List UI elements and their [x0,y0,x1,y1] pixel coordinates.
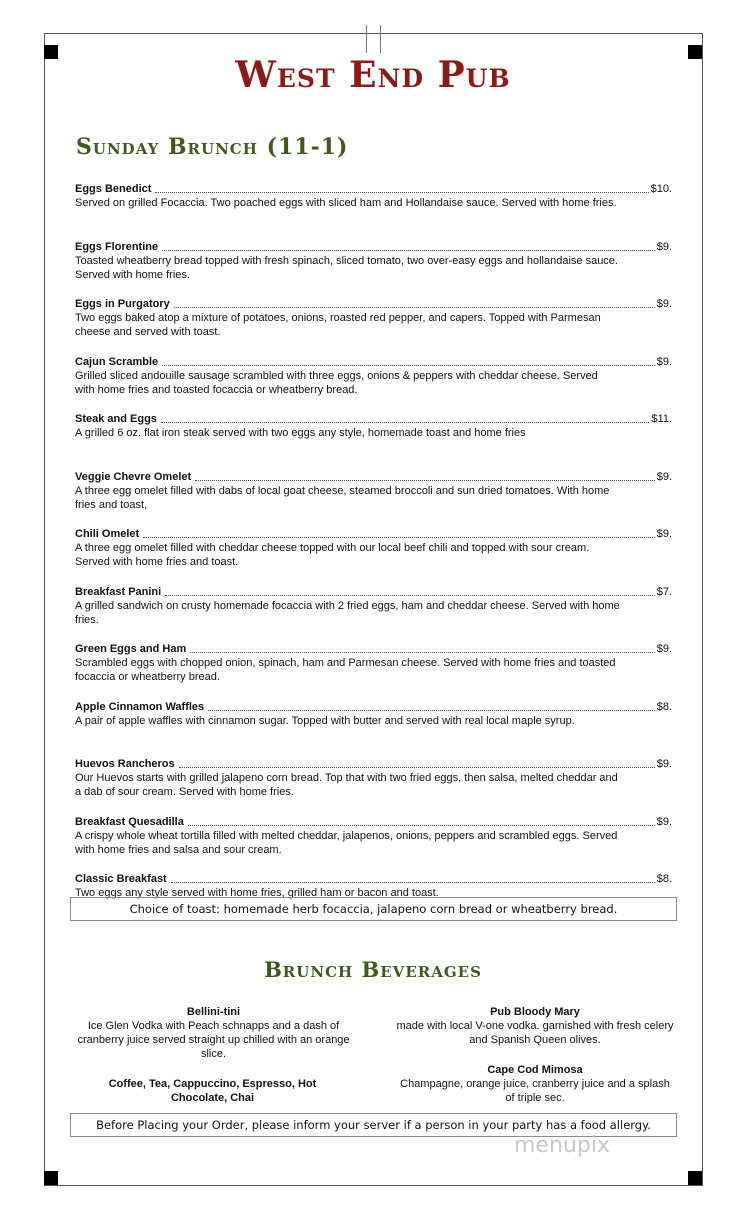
beverages-section-title: Brunch Beverages [264,957,482,982]
menu-item [75,240,672,298]
beverage-name: Bellini-tini [186,1006,241,1018]
menu-item-description: Served on grilled Focaccia. Two poached eggs with sliced ham and Hollandaise sauce. Served with home fries. [75,197,617,209]
menu-item-header [75,527,672,541]
menu-item-header [75,297,672,311]
dot-leader [190,652,654,653]
frame-left-line [44,33,45,1185]
beverage-bloody-mary [395,1005,675,1047]
menu-item-name: Eggs in Purgatory [75,298,170,310]
menu-item-header [75,642,672,656]
dot-leader [165,595,655,596]
menu-item-header [75,757,672,771]
menu-item-description: Grilled sliced andouille sausage scrambled with three eggs, onions & peppers with cheddar cheese. Served with home fries and toasted focaccia or wheatberry bread. [75,369,598,396]
menu-item-description: A pair of apple waffles with cinnamon sugar. Topped with butter and served with real local maple syrup. [75,714,575,727]
allergy-note: Before Placing your Order, please inform your server if a person in your party has a food allergy. [70,1113,677,1137]
menu-item [75,355,672,413]
toast-choice-note: Choice of toast: homemade herb focaccia, jalapeno corn bread or wheatberry bread. [70,897,677,921]
menu-item-price: $8. [656,873,672,885]
dot-leader [174,307,655,308]
menu-item-name: Eggs Florentine [75,240,159,253]
beverage-description: Champagne, orange juice, cranberry juice and a splash of triple sec. [400,1078,670,1104]
dot-leader [162,365,655,366]
menu-item-price: $9. [656,815,672,828]
corner-mark-bottom-left [44,1171,58,1185]
menu-item-price: $9. [656,528,672,540]
menu-item-name: Classic Breakfast [75,873,167,885]
menu-item [75,815,672,873]
menu-item-header [75,815,672,829]
menu-item-header [75,412,672,426]
menu-item-description: Our Huevos starts with grilled jalapeno corn bread. Top that with two fried eggs, then salsa, melted cheddar and a dab of sour cream. Served with home fries. [75,772,618,798]
menu-item-name: Steak and Eggs [75,413,157,425]
beverage-coffee [90,1077,335,1105]
menu-item-description: Two eggs baked atop a mixture of potatoes, onions, roasted red pepper, and capers. Topped with Parmesan cheese and served with toast. [75,312,601,338]
menu-item [75,412,672,470]
beverage-bellini [76,1005,351,1061]
dot-leader [143,537,655,538]
menu-item-header [75,182,672,196]
menu-item-name: Apple Cinnamon Waffles [75,700,205,713]
menu-item-price: $10. [650,183,672,195]
menu-item [75,470,672,528]
dot-leader [155,192,648,193]
menu-item-description: A three egg omelet filled with cheddar cheese topped with our local beef chili and topped with sour cream. Served with home fries and toast. [75,542,590,568]
menu-item [75,527,672,585]
menu-item-name: Green Eggs and Ham [75,643,187,655]
menu-item [75,700,672,758]
menu-item-price: $9. [656,643,672,655]
beverage-name: Coffee, Tea, Cappuccino, Espresso, Hot Chocolate, Chai [108,1078,317,1104]
menu-item [75,585,672,643]
menu-item-header [75,700,672,714]
frame-top-line [44,33,703,34]
menu-item [75,757,672,815]
menu-item-header [75,355,672,369]
beverage-name: Pub Bloody Mary [490,1006,580,1018]
menu-item-name: Eggs Benedict [75,183,152,195]
beverage-mimosa [395,1063,675,1105]
menu-item-header [75,240,672,254]
menu-item-description: Two eggs any style served with home fries, grilled ham or bacon and toast. [75,887,439,899]
fold-mark-right [380,25,381,53]
fold-mark-left [366,25,367,53]
beverage-description: made with local V-one vodka. garnished with fresh celery and Spanish Queen olives. [396,1020,674,1046]
dot-leader [171,882,655,883]
menu-item-description: A grilled 6 oz. flat iron steak served with two eggs any style, homemade toast and home fries [75,427,526,439]
brunch-menu-list [75,182,672,930]
menu-item-description: Scrambled eggs with chopped onion, spinach, ham and Parmesan cheese. Served with home fries and toasted focaccia or wheatberry bread. [75,657,616,683]
watermark: menupix [514,1133,610,1158]
dot-leader [188,825,655,826]
menu-item-header [75,872,672,886]
dot-leader [208,710,655,711]
menu-item-price: $8. [656,700,672,713]
menu-item-price: $9. [656,355,672,368]
menu-item-name: Huevos Rancheros [75,758,175,770]
menu-item-price: $9. [656,758,672,770]
restaurant-title: West End Pub [235,54,511,96]
menu-item-description: A grilled sandwich on crusty homemade focaccia with 2 fried eggs, ham and cheddar cheese. Served with home fries. [75,599,620,626]
frame-right-line [702,33,703,1185]
menu-item [75,642,672,700]
dot-leader [195,480,655,481]
beverage-name: Cape Cod Mimosa [487,1064,583,1076]
menu-item [75,297,672,355]
menu-item-header [75,585,672,599]
beverage-description: Ice Glen Vodka with Peach schnapps and a dash of cranberry juice served straight up chilled with an orange slice. [77,1020,350,1060]
menu-item-price: $9. [656,240,672,253]
dot-leader [162,250,655,251]
dot-leader [161,422,649,423]
menu-item-price: $7. [656,585,672,598]
menu-item-price: $9. [656,470,672,483]
brunch-section-title: Sunday Brunch (11-1) [76,134,349,160]
menu-item-description: Toasted wheatberry bread topped with fresh spinach, sliced tomato, two over-easy eggs and hollandaise sauce. Served with home fries. [75,254,618,281]
menu-item-price: $9. [656,298,672,310]
menu-item-name: Cajun Scramble [75,355,159,368]
menu-item-price: $11. [651,413,672,425]
menu-item-description: A three egg omelet filled with dabs of local goat cheese, steamed broccoli and sun dried tomatoes. With home fries and toast, [75,484,610,511]
menu-item-header [75,470,672,484]
frame-bottom-line [44,1185,703,1186]
menu-item-name: Breakfast Quesadilla [75,815,184,828]
menu-item [75,182,672,240]
corner-mark-bottom-right [688,1171,702,1185]
dot-leader [179,767,655,768]
menu-item-description: A crispy whole wheat tortilla filled with melted cheddar, jalapenos, onions, peppers and scrambled eggs. Served with home fries and salsa and sour cream. [75,829,618,856]
menu-item-name: Chili Omelet [75,528,140,540]
menu-item-name: Breakfast Panini [75,585,162,598]
menu-item-name: Veggie Chevre Omelet [75,470,192,483]
